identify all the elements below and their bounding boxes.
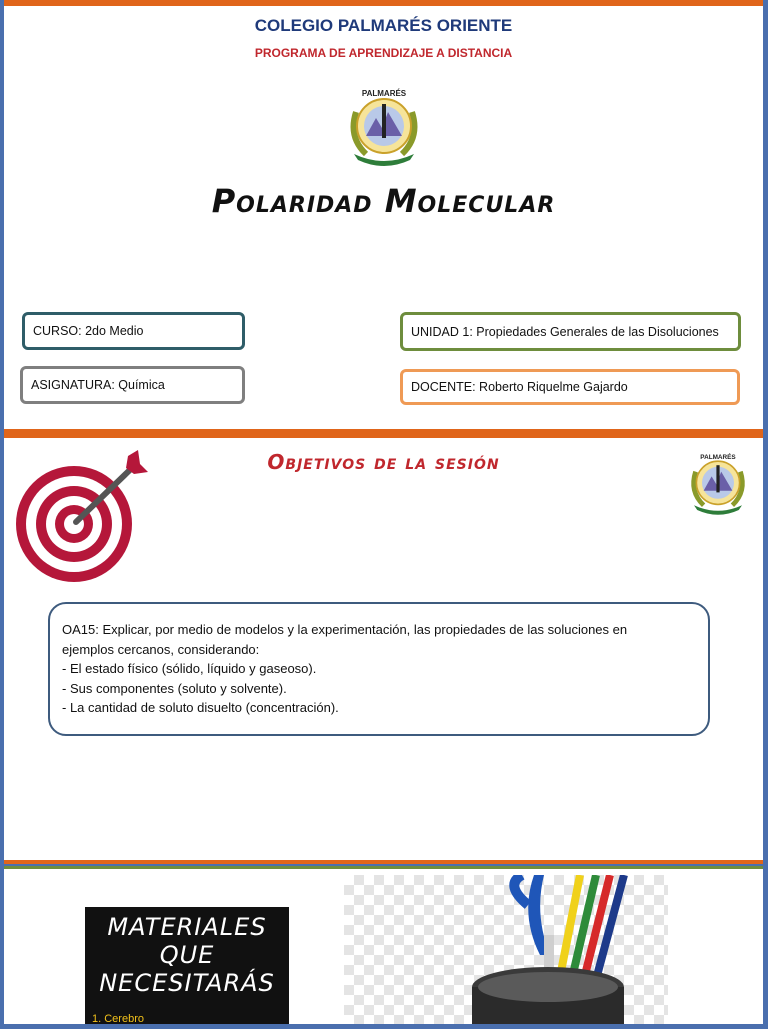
objective-line: ejemplos cercanos, considerando: [62,641,260,657]
school-logo [686,446,750,518]
teacher-box [400,369,740,405]
materials-title-line: MATERIALES [107,913,267,941]
objective-box [48,602,710,736]
materials-title-line: NECESITARÁS [99,969,275,997]
materials-title-box [85,907,289,1024]
objective-line: - Sus componentes (soluto y solvente). [62,680,287,696]
unit-text: UNIDAD 1: Propiedades Generales de las Disoluciones [411,324,719,339]
materials-title-line: QUE [159,941,215,969]
top-accent-bar [4,432,763,438]
objective-line: - La cantidad de soluto disuelto (concentración). [62,700,339,715]
presentation-title: Polaridad Molecular [211,182,556,220]
svg-text:PALMARÉS: PALMARÉS [700,453,736,461]
pencil-cup-image [344,875,668,1024]
school-name: COLEGIO PALMARÉS ORIENTE [254,16,513,35]
program-name: PROGRAMA DE APRENDIZAJE A DISTANCIA [254,46,513,60]
subject-box [20,366,245,404]
school-logo [344,82,424,168]
cover-slide [4,0,763,432]
subject-text: ASIGNATURA: Química [31,378,165,392]
materials-image [344,875,668,1024]
unit-box [400,312,741,351]
top-accent-bar [4,0,763,6]
bottom-accent-bar [4,860,763,864]
course-box [22,312,245,350]
svg-text:PALMARÉS: PALMARÉS [361,89,407,98]
materials-item: 1. Cerebro [92,1013,144,1025]
objective-line: OA15: Explicar, por medio de modelos y la experimentación, las propiedades de las soluciones en [62,622,628,637]
top-accent-bar [4,866,763,869]
objectives-title: Objetivos de la sesión [267,450,500,474]
course-text: CURSO: 2do Medio [33,324,144,338]
objectives-slide [4,432,763,864]
teacher-text: DOCENTE: Roberto Riquelme Gajardo [411,380,628,394]
objective-line: - El estado físico (sólido, líquido y gaseoso). [62,661,317,676]
